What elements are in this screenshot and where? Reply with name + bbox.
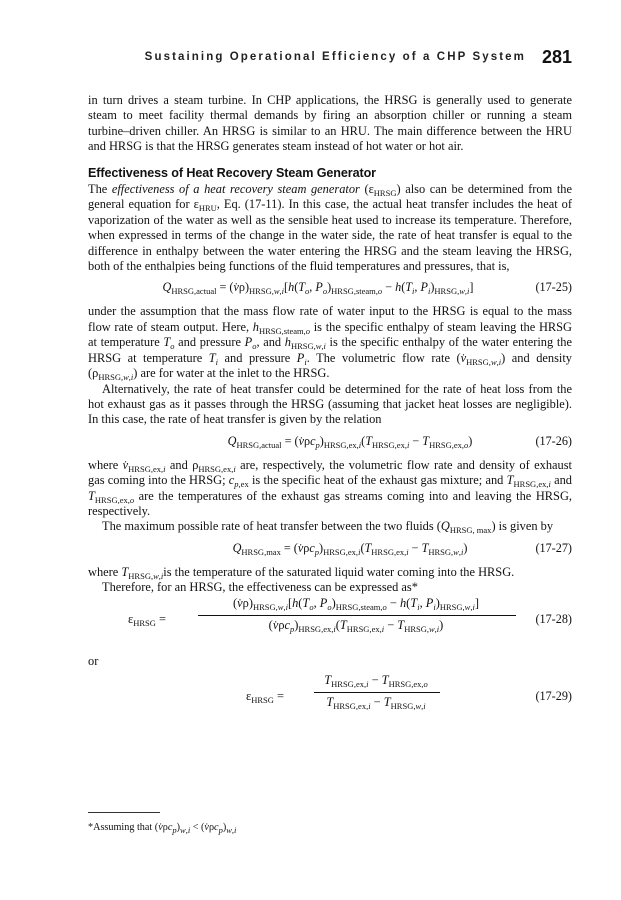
connector-text: or — [88, 653, 99, 668]
paragraph: Therefore, for an HRSG, the effectiveness can be expressed as* — [102, 580, 418, 595]
paragraph: Alternatively, the rate of heat transfer could be determined for the rate of heat loss from the hot exhaust gas as it passes through the HRSG (assuming that jacket heat losses are negligible). In this case, the rate of heat transfer is given by the relation — [88, 381, 572, 427]
paragraph: under the assumption that the mass flow rate of water input to the HRSG is equal to the mass flow rate of steam output. Here, $h_{HRSG,steam,o}$ is the specific enthalpy of steam leaving the HRSG at temperature $T_o$ and pressure $P_o$, and $h_{HRSG,w,i}$ is the specific enthalpy of the water entering the HRSG at temperature $T_i$ and pressure $P_i$. The volumetric flow rate $(v̇_{HRSG,w,i})$ and density $(\rho_{HRSG,w,i})$ are for water at the inlet to the HRSG. — [88, 304, 572, 383]
equation-17-27: $Q_{HRSG,max}$ = $(v̇\rho c_p)_{HRSG,ex,i}(T_{HRSG,ex,i} - T_{HRSG,w,i})$ (17-27) — [232, 540, 572, 557]
equation-number: (17-25) — [535, 280, 572, 295]
equation-17-28: $\varepsilon_{HRSG}$ = $(v̇\rho)_{HRSG,w,i}[h(T_o$, $P_o)_{HRSG,steam,o} - h(T_i$, $P_i)_{HRSG,w,i}$] $(v̇\rho c_p)_{HRSG,ex,i}(T_{HRSG,ex,i} - T_{HRSG,w,i})$ (17-28) — [128, 595, 572, 634]
paragraph: where $v̇_{HRSG,ex,i}$ and $\rho_{HRSG,ex,i}$ are, respectively, the volumetric flow rate and density of exhaust gas coming into the HRSG; $c_{p,ex}$ is the specific heat of the exhaust gas mixture; and $T_{HRSG,ex,i}$ and $T_{HRSG,ex,o}$ are the temperatures of the exhaust gas streams coming into and leaving the HRSG, respectively. — [88, 457, 572, 518]
body-text — [88, 93, 572, 721]
running-header — [88, 48, 572, 70]
running-title: Sustaining Operational Efficiency of a CHP System — [144, 51, 526, 63]
paragraph: The maximum possible rate of heat transfer between the two fluids $(Q_{HRSG, max})$ is given by — [102, 519, 554, 536]
equation-number: (17-26) — [535, 433, 572, 448]
paragraph: The effectiveness of a heat recovery steam generator $(\varepsilon_{HRSG})$ also can be determined from the general equation for $\varepsilon_{HRU}$, Eq. (17-11). In this case, the actual heat transfer includes the heat of vaporization of the water as well as the sensible heat used to increase its temperature. Therefore, when expressed in terms of the change in the water side, the rate of heat transfer is equal to the difference in enthalpy between the water entering the HRSG and the steam leaving the HRSG, both of the enthalpies being functions of the fluid temperatures and pressures, that is, — [88, 182, 572, 274]
equation-number: (17-29) — [535, 688, 572, 703]
equation-17-25: $Q_{HRSG,actual}$ = $(v̇\rho)_{HRSG,w,i}[h(T_o$, $P_o)_{HRSG,steam,o} - h(T_i$, $P_i)_{HRSG,w,i}$] (17-25) — [162, 280, 572, 297]
footnote-rule — [88, 812, 160, 813]
equation-17-29: $\varepsilon_{HRSG}$ = $T_{HRSG,ex,i} - T_{HRSG,ex,o}$ $T_{HRSG,ex,i} - T_{HRSG,w,i}$ (17-29) — [246, 672, 572, 711]
equation-number: (17-28) — [535, 611, 572, 626]
footnote: *Assuming that $(v̇\rho c_p)_{w,i}$ < $(v̇\rho c_p)_{w,i}$ — [88, 822, 237, 835]
equation-number: (17-27) — [535, 540, 572, 555]
section-heading: Effectiveness of Heat Recovery Steam Generator — [88, 165, 376, 180]
page-number: 281 — [541, 47, 572, 67]
paragraph: in turn drives a steam turbine. In CHP applications, the HRSG is generally used to generate steam to meet facility thermal demands by firing an absorption chiller or running a steam turbine–driven chiller. An HRSG is similar to an HRU. The main difference between the HRU and HRSG is that the HRSG generates steam instead of hot water or hot air. — [88, 93, 572, 154]
equation-17-26: $Q_{HRSG,actual}$ = $(v̇\rho c_p)_{HRSG,ex,i}(T_{HRSG,ex,i} - T_{HRSG,ex,o})$ (17-26) — [227, 433, 572, 450]
paragraph: where $T_{HRSG,w,i}is$ the temperature of the saturated liquid water coming into the HRSG. — [88, 564, 515, 581]
